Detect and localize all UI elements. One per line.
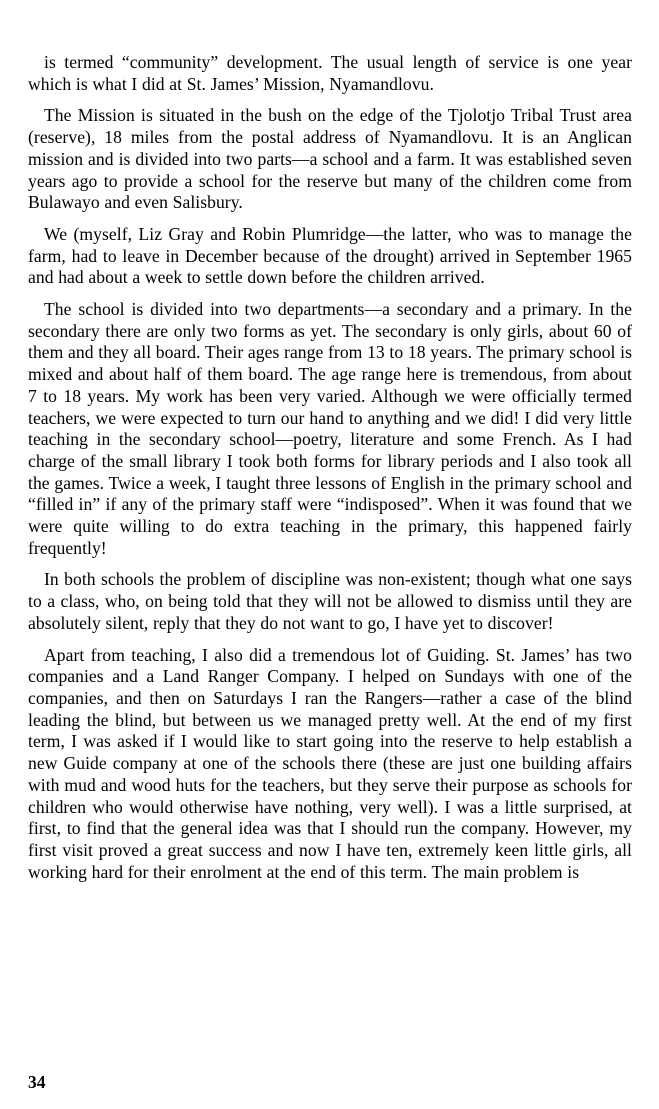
paragraph: In both schools the problem of discipline was non-existent; though what one says to a class, who, on being told that they will not be allowed to dismiss until they are absolutely silent, reply that they do not want to go, I have yet to discover!	[28, 569, 632, 633]
page-number: 34	[28, 1072, 46, 1092]
paragraph: We (myself, Liz Gray and Robin Plumridge—the latter, who was to manage the farm, had to leave in December because of the drought) arrived in September 1965 and had about a week to settle down before the children arrived.	[28, 223, 632, 288]
body-text-column	[28, 52, 632, 883]
paragraph: is termed “community” development. The usual length of service is one year which is what I did at St. James’ Mission, Nyamandlovu.	[28, 52, 632, 94]
paragraph: The Mission is situated in the bush on the edge of the Tjolotjo Tribal Trust area (reserve), 18 miles from the postal address of Nyamandlovu. It is an Anglican mission and is divided into two parts—a school and a farm. It was established seven years ago to provide a school for the reserve but many of the children come from Bulawayo and even Salisbury.	[28, 105, 632, 213]
paragraph: The school is divided into two departments—a secondary and a primary. In the secondary there are only two forms as yet. The secondary is only girls, about 60 of them and they all board. Their ages range from 13 to 18 years. The primary school is mixed and about half of them board. The age range here is tremendous, from about 7 to 18 years. My work has been very varied. Although we were officially termed teachers, we were expected to turn our hand to anything and we did! I did very little teaching in the secondary school—poetry, literature and some French. As I had charge of the small library I took both forms for library periods and I also took all the games. Twice a week, I taught three lessons of English in the primary school and “filled in” if any of the primary staff were “indisposed”. When it was found that we were quite willing to do extra teaching in the primary, this happened fairly frequently!	[28, 299, 632, 558]
paragraph: Apart from teaching, I also did a tremendous lot of Guiding. St. James’ has two companies and a Land Ranger Company. I helped on Sundays with one of the companies, and then on Saturdays I ran the Rangers—rather a case of the blind leading the blind, but between us we managed pretty well. At the end of my first term, I was asked if I would like to start going into the reserve to help establish a new Guide company at one of the schools there (these are just one building affairs with mud and wood huts for the teachers, but they serve their purpose as schools for children who would otherwise have nothing, very well). I was a little surprised, at first, to find that the general idea was that I should run the company. However, my first visit proved a great success and now I have ten, extremely keen little girls, all working hard for their enrolment at the end of this term. The main problem is	[28, 644, 632, 882]
